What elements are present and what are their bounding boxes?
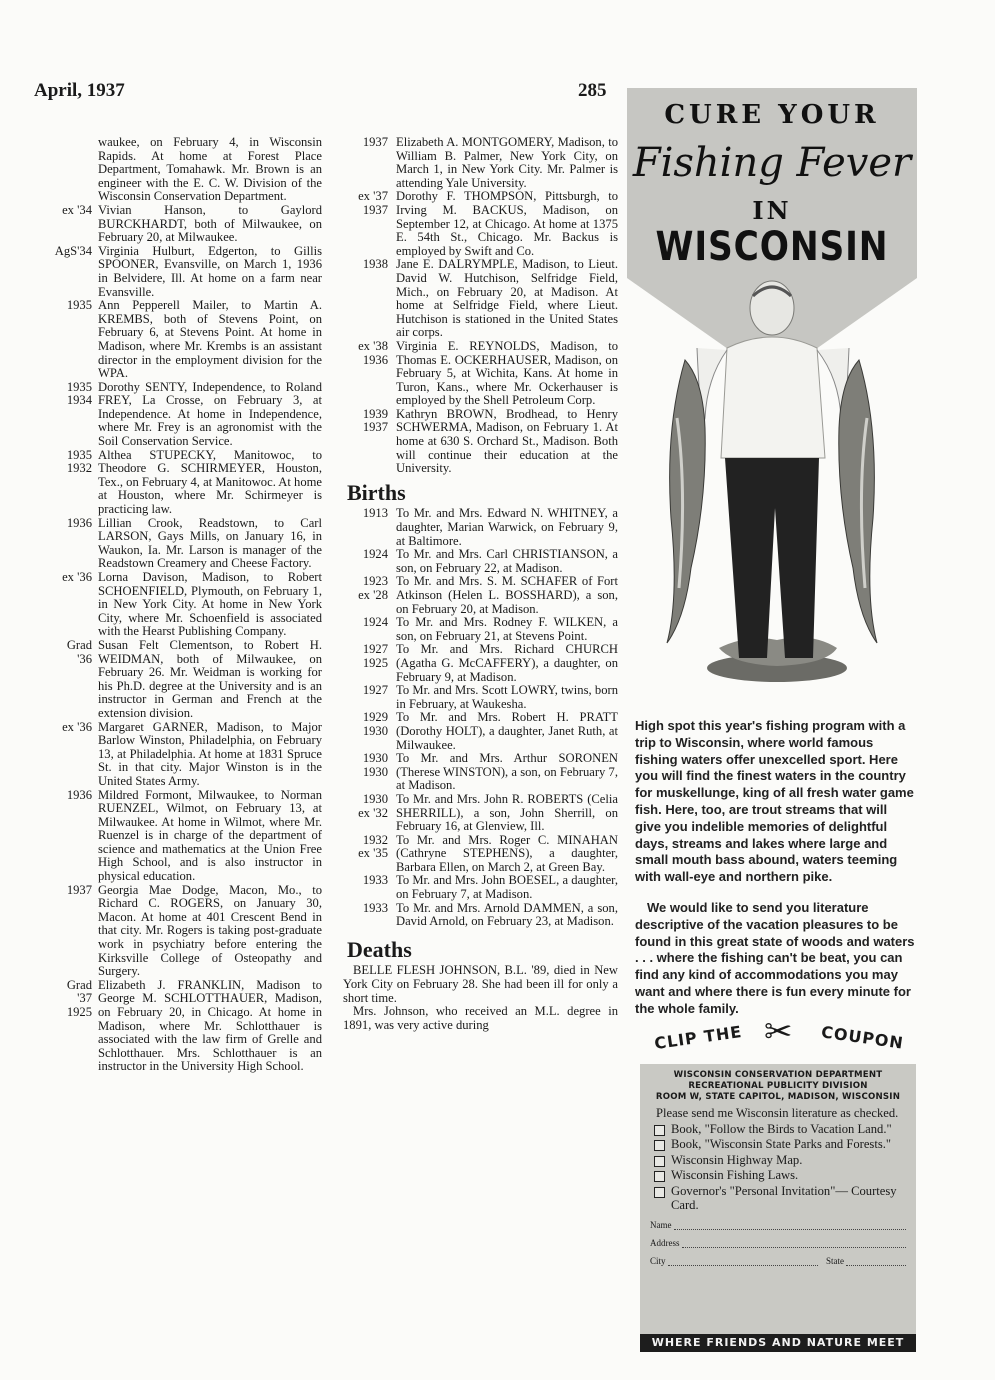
class-year-label [30,517,98,571]
coupon-footer-slogan: WHERE FRIENDS AND NATURE MEET [640,1334,916,1352]
class-year: ex '36 [62,719,92,734]
state-field-label: State [826,1256,844,1267]
class-year: 1933 [362,900,388,915]
entry [343,684,618,711]
class-year: 1924 [362,547,388,562]
entry [343,711,618,752]
deaths-heading: Deaths [347,936,412,962]
entry [343,902,618,929]
ad-headline-fishing-fever: Fishing Fever [632,140,912,186]
class-year: 1934 [66,393,92,408]
class-year: 1913 [362,506,388,521]
marriages-births-deaths-column [343,136,618,1032]
class-year-label [343,340,396,408]
entry-text: Mildred Formont, Milwaukee, to Norman RUENZEL, Wilmot, on February 13, at Milwaukee. At home in Wilmot, where Mr. Ruenzel is in charge of the department of science and mathematics at the Union Free High School, and is also instructor in physical education. [98,787,322,884]
class-year-label [343,190,396,258]
class-year-label [30,639,98,721]
entry-text: Kathryn BROWN, Brodhead, to Henry SCHWERMA, Madison, on February 1. At home at 630 S. Orchard St., Madison. Both will continue their education at the University. [396,406,618,476]
entry [30,136,322,204]
entry [30,884,322,979]
class-year: 1935 [66,379,92,394]
coupon-dept-line-3: ROOM W, STATE CAPITOL, MADISON, WISCONSIN [655,1092,901,1102]
class-year-label [30,571,98,639]
entry [30,979,322,1074]
entry-text: To Mr. and Mrs. Carl CHRISTIANSON, a son, on February 22, at Madison. [396,547,618,575]
coupon-option-parks[interactable] [650,1138,906,1152]
entry-text: To Mr. and Mrs. John BOESEL, a daughter, on February 7, at Madison. [396,873,618,902]
fisherman-with-fish-photo [627,268,917,708]
coupon-option-fishing-laws[interactable] [650,1169,906,1183]
ad-paragraph-1: High spot this year's fishing program with a trip to Wisconsin, where world famous fishing waters offer unexcelled sport. Here you will find the finest waters in the country for muskellunge, king of all fresh water game fish. Here, too, are trout streams that will give you indelible memories of delightful days, streams and lakes where large and small mouth bass abound, waters teeming with wall-eye and northern pike. [635,718,914,885]
entry-text: Althea STUPECKY, Manitowoc, to Theodore G. SCHIRMEYER, Houston, Tex., on February 4, at Manitowoc. At home at Houston, where Mr. Schirmeyer is practicing law. [98,447,323,517]
class-year: ex '38 [358,338,388,353]
entry-text: Vivian Hanson, to Gaylord BURCKHARDT, both of Milwaukee, on February 20, at Milwaukee. [98,202,322,245]
class-year-label [30,721,98,789]
checkbox[interactable] [654,1171,665,1182]
entry-text: To Mr. and Mrs. Scott LOWRY, twins, born in February, at Waukesha. [396,683,618,711]
ad-headline-cure-your: CURE YOUR [664,100,880,130]
class-year: 1932 [362,832,388,847]
class-year-label [343,575,396,616]
entry [343,643,618,684]
coupon-option-highway-map[interactable] [650,1154,906,1168]
class-year-label [343,258,396,340]
class-year-label [343,408,396,476]
class-year: 1927 [362,683,388,698]
coupon-option-label: Wisconsin Fishing Laws. [671,1168,799,1183]
class-year: 1924 [362,615,388,630]
entry-text: To Mr. and Mrs. Robert H. PRATT (Dorothy HOLT), a daughter, Janet Ruth, at Milwaukee. [396,710,618,752]
entry-text: Georgia Mae Dodge, Macon, Mo., to Richard C. ROGERS, on January 30, Macon. At home at 401 Crescent Bend in that city. Mr. Rogers is taking post-graduate work in psychiatry before entering the Kirksville College of Osteopathy and Surgery. [98,882,322,979]
entry-text: To Mr. and Mrs. Richard CHURCH (Agatha G. McCAFFERY), a daughter, on February 9, at Madison. [396,642,618,684]
address-field-line[interactable] [682,1238,907,1248]
entry-text: To Mr. and Mrs. S. M. SCHAFER of Fort Atkinson (Helen L. BOSSHARD), a son, on February 20, at Madison. [396,574,618,616]
births-heading: Births [347,479,406,505]
checkbox[interactable] [654,1125,665,1136]
checkbox[interactable] [654,1187,665,1198]
entry-text: Susan Felt Clementson, to Robert H. WEIDMAN, both of Milwaukee, on February 26. Mr. Weidman is working for his Ph.D. degree at the University and is an instructor in German and French at the extension division. [98,637,322,720]
class-year-label [343,793,396,834]
entry [30,381,322,449]
entry [343,548,618,575]
entry-text: Elizabeth J. FRANKLIN, Madison to George M. SCHLOTTHAUER, Madison, on February 20, in Chicago. At home in Madison, where Mr. Schlotthauer is associated with the law firm of Grelle and Schlotthauer. Mrs. Schlotthauer is an instructor in the University High School. [98,977,322,1074]
marriages-continued [343,136,618,476]
entry [30,299,322,381]
entry-text: Jane E. DALRYMPLE, Madison, to Lieut. David W. Hutchison, Selfridge Field, Mich., on February 20, at Madison. At home at Selfridge Field, where Lieut. Hutchison is stationed in the United States air corps. [396,257,618,340]
class-year: Grad [66,977,92,992]
coupon-dept-line-1: WISCONSIN CONSERVATION DEPARTMENT [673,1070,883,1080]
class-year: 1937 [66,882,92,897]
coupon-request-text: Please send me Wisconsin literature as checked. [656,1106,899,1120]
entry [343,136,618,190]
class-year: 1933 [362,873,388,888]
entry-text: To Mr. and Mrs. Arnold DAMMEN, a son, David Arnold, on February 23, at Madison. [396,900,618,929]
entry [343,834,618,875]
class-year: 1935 [66,298,92,313]
entry-text: waukee, on February 4, in Wisconsin Rapids. At home at Forest Place Department, Tomahawk. Mr. Brown is an engineer with the E. C. W. Division of the Wisconsin Conservation Department. [98,135,322,204]
entry-text: Lillian Crook, Readstown, to Carl LARSON, Gays Mills, on January 16, in Waukon, Ia. Mr. Larson is manager of the Readstown Creamery and Cheese Factory. [98,515,322,571]
class-year: 1923 [362,574,388,589]
class-year: ex '34 [62,202,92,217]
class-year: 1925 [362,655,388,670]
class-year-label [343,834,396,875]
class-year: 1929 [362,710,388,725]
name-field-line[interactable] [674,1220,907,1230]
entry [30,449,322,517]
ad-paragraph-2: We would like to send you literature descriptive of the vacation pleasures to be found in this great state of woods and waters . . . where the fishing can't be beat, you can find any kind of accommodations you may want and where there is fun every minute for the whole family. [635,899,915,1016]
class-year: '37 [77,991,92,1006]
class-year: 1927 [362,642,388,657]
class-year: 1939 [362,406,388,421]
class-year-label [30,299,98,381]
class-year-label [30,381,98,449]
class-year: 1930 [362,723,388,738]
entry-text: To Mr. and Mrs. Rodney F. WILKEN, a son, on February 21, at Stevens Point. [396,615,618,643]
clip-the-coupon-form [640,1012,916,1352]
class-year-label [30,204,98,245]
entry [30,789,322,884]
class-year: 1937 [362,202,388,217]
class-year: ex '32 [358,805,388,820]
entry-text: Virginia Hulburt, Edgerton, to Gillis SPOONER, Evansville, on March 1, 1936 in Belvidere, Ill. At home on a farm near Evansville. [98,243,322,299]
ad-headline-in: IN [752,196,792,225]
entry [343,575,618,616]
deaths-text-2: Mrs. Johnson, who received an M.L. degree in 1891, was very active during [343,1004,618,1032]
class-year: 1930 [362,791,388,806]
coupon-department [650,1070,906,1103]
class-year-label [30,884,98,979]
coupon-option-invitation[interactable] [650,1185,906,1212]
class-year: AgS'34 [54,243,92,258]
class-year: 1930 [362,764,388,779]
class-year: ex '35 [358,846,388,861]
class-year-label [343,711,396,752]
class-year: 1925 [66,1005,92,1019]
class-year-label [30,789,98,884]
class-year: 1936 [66,515,92,530]
class-year-label [343,136,396,190]
entry-text: Dorothy F. THOMPSON, Pittsburgh, to Irving M. BACKUS, Madison, on September 12, at Chicago. At home at 1375 E. 54th St., Chicago. Mr. Backus is employed by Swift and Co. [396,189,618,258]
ad-headline-wisconsin: WISCONSIN [655,224,889,270]
coupon-option-label: Wisconsin Highway Map. [671,1152,803,1167]
name-field-label: Name [650,1220,672,1231]
city-field-label: City [650,1256,666,1267]
class-year: 1936 [66,787,92,802]
entry-text: Margaret GARNER, Madison, to Major Barlow Winston, Philadelphia, on February 13, at Philadelphia. At home at 1831 Spruce St. in that city. Major Winston is in the United States Army. [98,719,322,788]
class-year: ex '36 [62,570,92,584]
class-year: 1930 [362,751,388,766]
entry [343,874,618,901]
entry-text: Dorothy SENTY, Independence, to Roland FREY, La Crosse, on February 3, at Independence. At home in Independence, where Mr. Frey is an agronomist with the Soil Conservation Service. [98,379,322,449]
class-year-label [30,449,98,517]
state-field-line[interactable] [846,1256,906,1266]
entry-text: Virginia E. REYNOLDS, Madison, to Thomas E. OCKERHAUSER, Madison, on February 5, at Wichita, Kans. At home in Turon, Kans., where Mr. Ockerhauser is employed by the Shell Petroleum Corp. [396,338,618,408]
entry-text: To Mr. and Mrs. Edward N. WHITNEY, a daughter, Marian Warwick, on February 9, at Baltimore. [396,506,618,548]
coupon-option-label: Governor's "Personal Invitation"— Courtesy Card. [671,1183,897,1212]
class-year: Grad [66,637,92,652]
entry [343,752,618,793]
entry [343,190,618,258]
coupon-option-birds[interactable] [650,1123,906,1137]
class-year-label [343,874,396,901]
coupon-box [640,1064,916,1334]
class-year: 1937 [362,135,388,149]
marriages-column-left [30,136,322,1074]
entry-text: To Mr. and Mrs. Roger C. MINAHAN (Cathryne STEPHENS), a daughter, Barbara Ellen, on March 2, at Green Bay. [396,832,618,874]
class-year: 1937 [362,420,388,435]
ad-body-text [635,718,915,1018]
entry-text: Lorna Davison, Madison, to Robert SCHOENFIELD, Plymouth, on February 1, in New York City. At home in New York City, where Mr. Schoenfield is associated with the Hearst Publishing Company. [98,570,322,639]
entry [343,793,618,834]
city-state-field[interactable] [650,1256,906,1266]
class-year: 1932 [66,461,92,476]
class-year: 1935 [66,447,92,462]
class-year: ex '28 [358,588,388,602]
page-header-date: April, 1937 [34,80,125,101]
class-year: 1938 [362,257,388,272]
coupon-dept-line-2: RECREATIONAL PUBLICITY DIVISION [688,1081,868,1091]
checkbox[interactable] [654,1140,665,1151]
address-field[interactable] [650,1238,906,1248]
entry [30,571,322,639]
entry [343,616,618,643]
wisconsin-fishing-ad [627,88,917,1032]
page-number: 285 [578,80,607,101]
class-year-label [343,643,396,684]
class-year-label [343,548,396,575]
births-list [343,507,618,928]
coupon-clip-label: CLIP THE [653,1021,744,1054]
class-year-label [343,507,396,548]
coupon-option-label: Book, "Follow the Birds to Vacation Land." [671,1121,892,1136]
coupon-header [640,1012,916,1064]
entry [30,204,322,245]
entry [30,639,322,721]
entry-text: To Mr. and Mrs. John R. ROBERTS (Celia SHERRILL), a son, John Sherrill, on February 16, at Glenview, Ill. [396,791,618,834]
class-year-label [343,902,396,929]
entry [343,258,618,340]
class-year-label [343,684,396,711]
deaths-text-1: BELLE FLESH JOHNSON, B.L. '89, died in New York City on February 28. She had been ill for only a short time. [343,963,618,1005]
entry-text: Elizabeth A. MONTGOMERY, Madison, to William B. Palmer, New York City, on March 1, in New York City. Mr. Palmer is attending Yale University. [396,135,618,190]
entry-text: To Mr. and Mrs. Arthur SORONEN (Therese WINSTON), a son, on February 7, at Madison. [396,751,618,793]
class-year-label [30,245,98,299]
class-year-label [343,752,396,793]
name-field[interactable] [650,1220,906,1230]
class-year-label [30,136,98,204]
class-year-label [343,616,396,643]
class-year: '36 [77,651,92,666]
coupon-option-label: Book, "Wisconsin State Parks and Forests." [671,1137,892,1152]
class-year-label [30,979,98,1074]
entry [343,408,618,476]
entry [343,507,618,548]
entry-text: Ann Pepperell Mailer, to Martin A. KREMBS, both of Stevens Point, on February 6, at Stevens Point. At home in Madison, where Mr. Krembs is an assistant director in the employment division for the WPA. [98,298,322,381]
coupon-word-label: COUPON [820,1022,905,1053]
entry [30,245,322,299]
class-year: ex '37 [358,189,388,204]
entry [30,517,322,571]
city-field-line[interactable] [668,1256,818,1266]
entry [343,340,618,408]
scissors-icon: ✂ [764,1014,793,1051]
class-year: 1936 [362,352,388,367]
address-field-label: Address [650,1238,680,1249]
checkbox[interactable] [654,1156,665,1167]
entry [30,721,322,789]
